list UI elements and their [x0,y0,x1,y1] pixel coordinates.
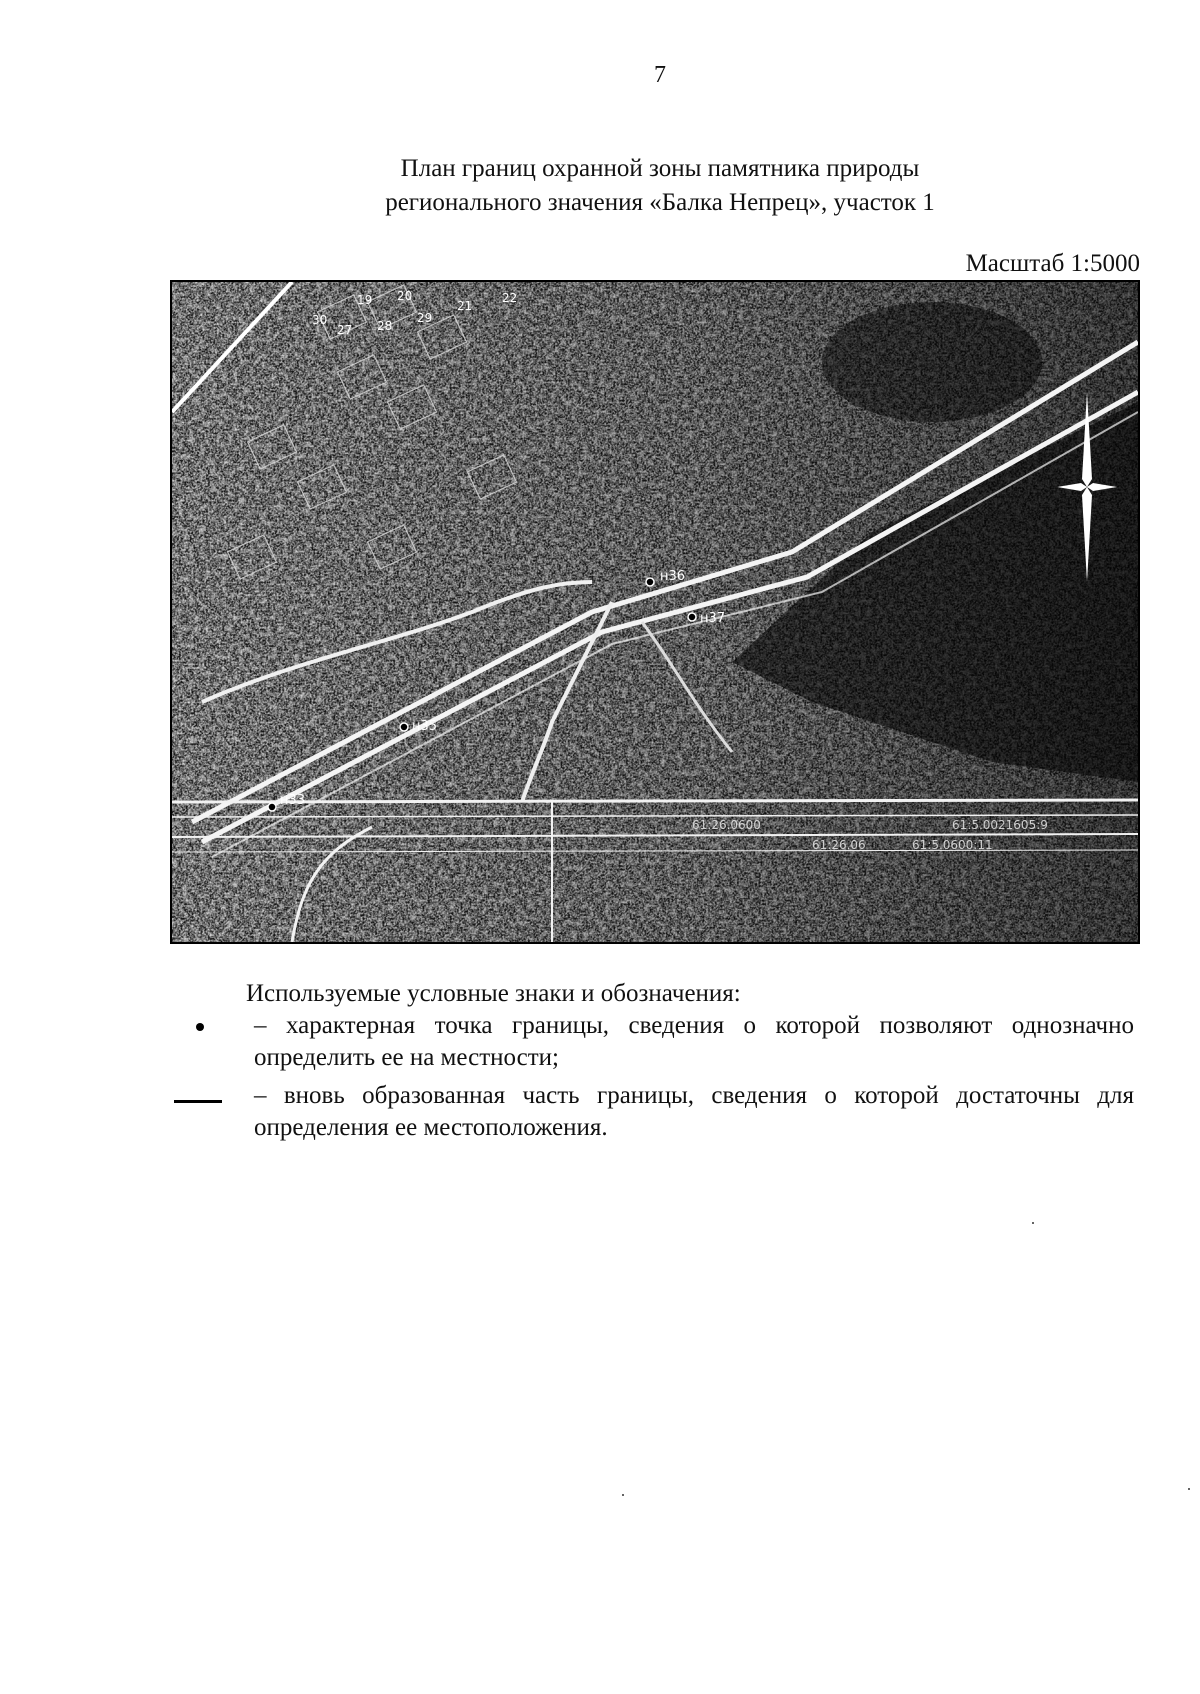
bullet-point-icon [196,1023,204,1031]
plot-label: 21 [457,299,473,313]
legend-item-point [174,1010,1134,1074]
cadastral-number: 61:26.06 [812,838,866,852]
boundary-point [268,803,276,811]
scan-speck [1032,1222,1034,1224]
page-title-line-2: регионального значения «Балка Непрец», участок 1 [385,189,935,216]
cadastral-number: 61:5.0600:11 [912,838,993,852]
page-number: 7 [654,62,666,88]
plot-label: 29 [417,311,433,325]
legend-item-text: – характерная точка границы, сведения о которой позволяют однозначно определить ее на местности; [254,1012,1134,1071]
boundary-point [646,578,654,586]
aerial-map [170,280,1140,944]
boundary-point [688,613,696,621]
map-scale: Масштаб 1:5000 [965,250,1140,277]
cadastral-number: 61:26.0600 [692,818,761,832]
plot-label: 19 [357,293,373,307]
aerial-map-canvas [172,282,1138,942]
point-label: н33 [280,793,306,808]
legend-item-line [174,1080,1134,1144]
plot-label: 20 [397,289,413,303]
plot-label: 30 [312,313,328,327]
cadastral-number: 61:5.0021605:9 [952,818,1048,832]
boundary-point [400,723,408,731]
point-label: н35 [412,719,438,734]
plot-label: 27 [337,323,353,337]
scan-speck [1188,1488,1190,1490]
legend [174,978,1134,1144]
legend-item-text: – вновь образованная часть границы, сведения о которой достаточны для определения ее местоположения. [254,1082,1134,1141]
solid-line-icon [174,1100,222,1103]
point-label: н36 [660,569,686,584]
plot-label: 28 [377,319,393,333]
legend-heading: Используемые условные знаки и обозначения: [246,980,741,1007]
plot-label: 22 [502,291,518,305]
point-label: н37 [700,611,726,626]
scan-speck [622,1494,624,1496]
page-title [0,152,1200,220]
page-title-line-1: План границ охранной зоны памятника природы [400,155,920,182]
